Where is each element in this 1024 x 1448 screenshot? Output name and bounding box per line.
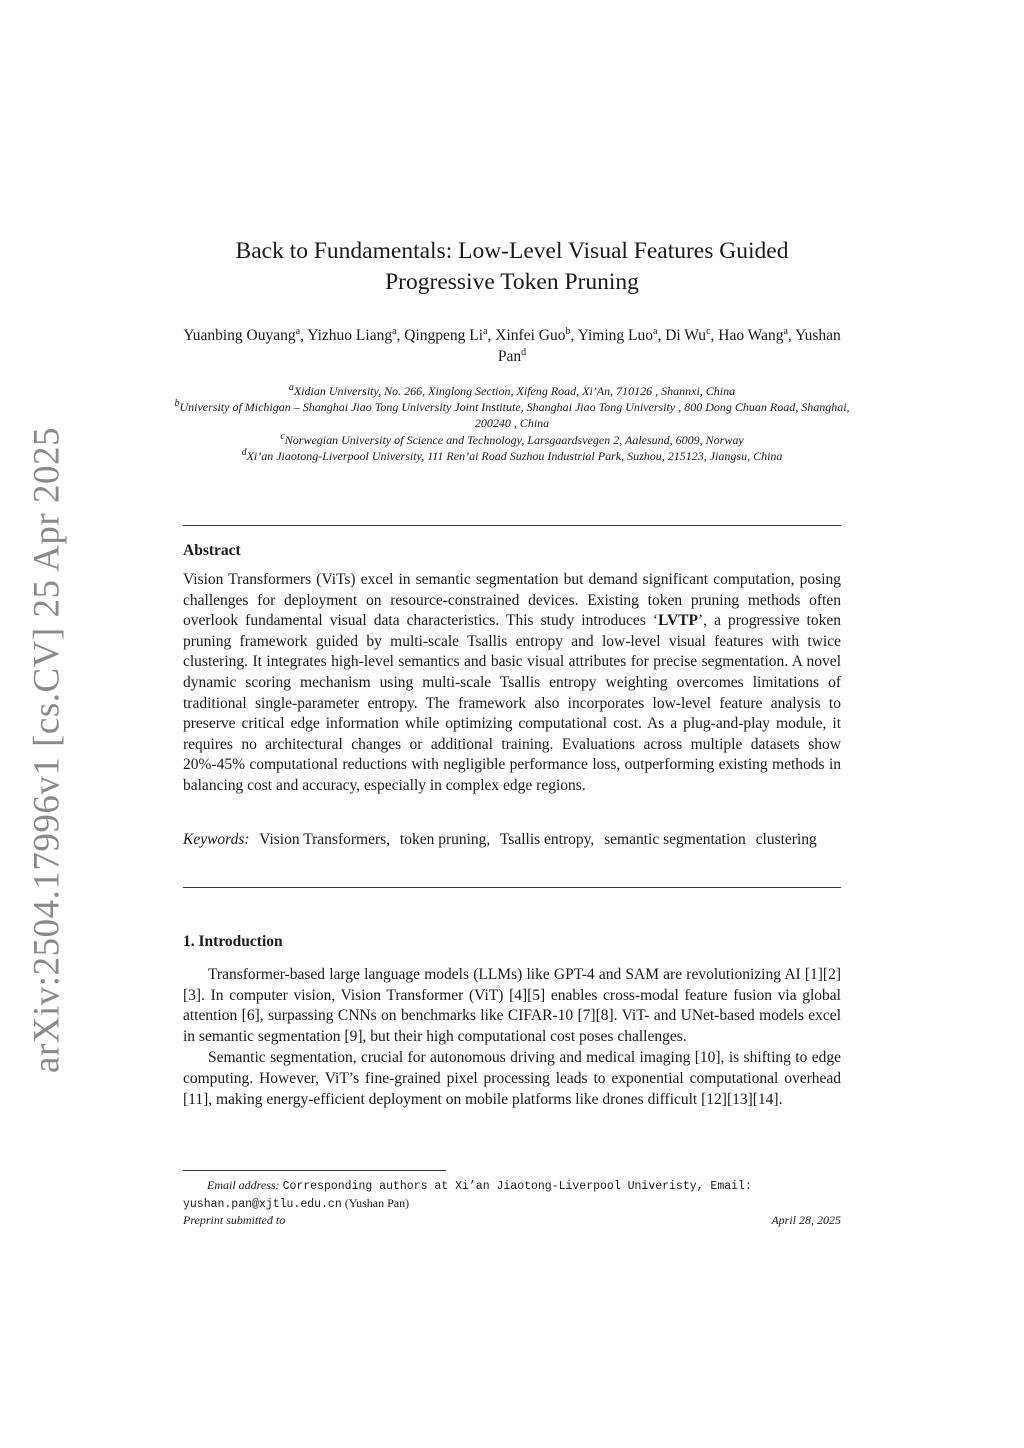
- affiliation: $^a$Xidian University, No. 266, Xinglong Section, Xifeng Road, Xi’An, 710126 , Shannxi, China: [288, 382, 736, 398]
- arxiv-identifier: arXiv:2504.17996v1 [cs.CV] 25 Apr 2025: [26, 427, 68, 1073]
- method-name: LVTP: [658, 612, 698, 630]
- paragraph: Transformer-based large language models (LLMs) like GPT-4 and SAM are revolutionizing AI [1][2][3]. In computer vision, Vision Transformer (ViT) [4][5] enables cross-modal feature fusion via global attention [6], surpassing CNNs on benchmarks like CIFAR-10 [7][8]. ViT- and UNet-based models excel in semantic segmentation [9], but their high computational cost poses challenges.: [183, 966, 841, 1045]
- section-heading-introduction: 1. Introduction: [183, 933, 283, 950]
- footnote-label: Email address:: [207, 1178, 280, 1192]
- title-line-2: Progressive Token Pruning: [385, 269, 639, 295]
- author: Yizhuo Liang$^a$: [307, 325, 397, 344]
- paragraph: Semantic segmentation, crucial for autonomous driving and medical imaging [10], is shifting to edge computing. However, ViT’s fine-grained pixel processing leads to exponential computational overhead [11], making energy-efficient deployment on mobile platforms like drones difficult [12][13][14].: [183, 1049, 841, 1108]
- keyword: clustering: [755, 831, 817, 848]
- keyword: Tsallis entropy,: [499, 831, 595, 848]
- footnote-text: Corresponding authors at Xi’an Jiaotong-Liverpool Univeristy, Email:: [282, 1180, 752, 1193]
- title-line-1: Back to Fundamentals: Low-Level Visual Features Guided: [235, 238, 789, 264]
- author: Hao Wang$^a$: [718, 325, 788, 344]
- author-list: Yuanbing Ouyang$^a$, Yizhuo Liang$^a$, Qingpeng Li$^a$, Xinfei Guo$^b$, Yiming Luo$^a$, Di Wu$^c$, Hao Wang$^a$, Yushan Pan$^d$: [183, 325, 841, 365]
- abstract-top-rule: [183, 525, 841, 526]
- author: Yuanbing Ouyang$^a$: [183, 325, 301, 344]
- abstract-body: Vision Transformers (ViTs) excel in semantic segmentation but demand significant computation, posing challenges for deployment on resource-constrained devices. Existing token pruning methods often overlook fundamental visual data characteristics. This study introduces ‘LVTP’, a progressive token pruning framework guided by multi-scale Tsallis entropy and low-level visual features with twice clustering. It integrates high-level semantics and basic visual attributes for precise segmentation. A novel dynamic scoring mechanism using multi-scale Tsallis entropy weighting overcomes limitations of traditional single-parameter entropy. The framework also incorporates low-level feature analysis to preserve critical edge information while optimizing computational cost. As a plug-and-play module, it requires no architectural changes or additional training. Evaluations across multiple datasets show 20%-45% computational reductions with negligible performance loss, outperforming existing methods in balancing cost and accuracy, especially in complex edge regions.: [183, 571, 841, 794]
- author: Qingpeng Li$^a$: [404, 325, 488, 344]
- email-link[interactable]: yushan.pan@xjtlu.edu.cn: [183, 1198, 342, 1211]
- abstract-heading: Abstract: [183, 542, 241, 559]
- preprint-date: April 28, 2025: [771, 1213, 841, 1227]
- affiliation: $^b$University of Michigan – Shanghai Jiao Tong University Joint Institute, Shanghai Jiao Tong University , 800 Dong Chuan Road, Shanghai, 200240 , China: [174, 398, 850, 431]
- affiliation: $^c$Norwegian University of Science and Technology, Larsgaardsvegen 2, Aalesund, 6009, Norway: [280, 430, 744, 447]
- keyword: Vision Transformers,: [259, 831, 391, 848]
- author: Yiming Luo$^a$: [577, 325, 658, 344]
- preprint-note: Preprint submitted to: [183, 1213, 286, 1227]
- author: Yushan Pan$^d$: [497, 327, 841, 365]
- paper-title: [183, 236, 841, 298]
- footnote: [183, 1177, 841, 1213]
- keyword: semantic segmentation: [604, 831, 746, 848]
- affiliation: $^d$Xi’an Jiaotong-Liverpool University, 111 Ren’ai Road Suzhou Industrial Park, Suzhou, 215123, Jiangsu, China: [241, 446, 783, 463]
- affiliation-list: [170, 383, 854, 464]
- introduction-body: [183, 965, 841, 1111]
- email-owner: (Yushan Pan): [344, 1196, 410, 1210]
- abstract-bottom-rule: [183, 887, 841, 888]
- footnote-rule: [183, 1170, 446, 1171]
- author: Di Wu$^c$: [665, 325, 711, 344]
- author: Xinfei Guo$^b$: [495, 325, 571, 344]
- keyword: token pruning,: [399, 831, 491, 848]
- keywords: [183, 830, 841, 851]
- keywords-label: Keywords:: [183, 831, 250, 848]
